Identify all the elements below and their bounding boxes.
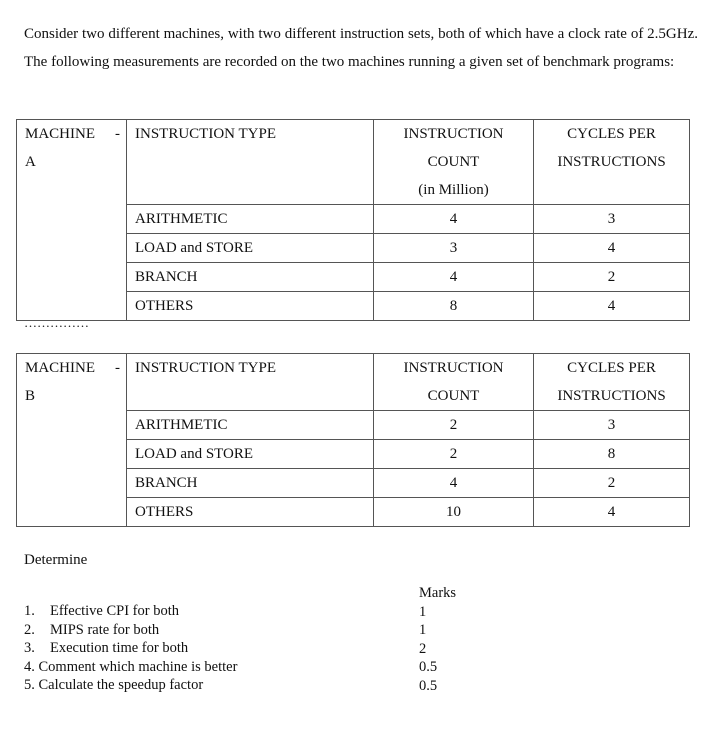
question-item bbox=[24, 676, 237, 695]
cycles-cell: 3 bbox=[534, 205, 690, 234]
machine-a-label-cell bbox=[17, 120, 127, 321]
cycles-cell: 4 bbox=[534, 498, 690, 527]
machine-b-type-header: INSTRUCTION TYPE bbox=[127, 354, 374, 411]
instruction-count-cell: 4 bbox=[374, 263, 534, 292]
machine-a-count-header: INSTRUCTION COUNT (in Million) bbox=[374, 120, 534, 205]
mark-value: 2 bbox=[419, 640, 427, 657]
question-text: Comment which machine is better bbox=[38, 658, 238, 675]
instruction-count-cell: 10 bbox=[374, 498, 534, 527]
machine-b-table bbox=[16, 353, 690, 527]
question-item bbox=[24, 602, 237, 621]
instruction-count-cell: 4 bbox=[374, 205, 534, 234]
instruction-count-cell: 3 bbox=[374, 234, 534, 263]
instruction-count-cell: 2 bbox=[374, 440, 534, 469]
question-text: Effective CPI for both bbox=[50, 603, 179, 619]
machine-b-id: B bbox=[25, 388, 36, 404]
question-number: 2. bbox=[24, 621, 35, 638]
mark-value: 1 bbox=[419, 603, 427, 620]
determine-heading: Determine bbox=[24, 552, 88, 568]
cycles-cell: 2 bbox=[534, 263, 690, 292]
instruction-type-cell: OTHERS bbox=[127, 292, 374, 321]
instruction-count-cell: 2 bbox=[374, 411, 534, 440]
mark-value: 0.5 bbox=[419, 659, 438, 675]
cycles-cell: 4 bbox=[534, 292, 690, 321]
instruction-count-cell: 8 bbox=[374, 292, 534, 321]
machine-b-cycles-header: CYCLES PER INSTRUCTIONS bbox=[534, 354, 690, 411]
machine-a-type-header: INSTRUCTION TYPE bbox=[127, 120, 374, 205]
instruction-type-cell: ARITHMETIC bbox=[127, 411, 374, 440]
mark-value: 1 bbox=[419, 622, 427, 638]
machine-a-cycles-header: CYCLES PER INSTRUCTIONS bbox=[534, 120, 690, 205]
cycles-cell: 8 bbox=[534, 440, 690, 469]
cycles-cell: 3 bbox=[534, 411, 690, 440]
machine-a-label: MACHINE bbox=[25, 126, 95, 142]
question-text: MIPS rate for both bbox=[50, 621, 160, 638]
question-item bbox=[24, 658, 237, 677]
instruction-type-cell: LOAD and STORE bbox=[127, 234, 374, 263]
instruction-type-cell: OTHERS bbox=[127, 498, 374, 527]
question-number: 1. bbox=[24, 603, 35, 619]
machine-a-header-row bbox=[17, 120, 690, 205]
cycles-cell: 4 bbox=[534, 234, 690, 263]
question-item bbox=[24, 621, 237, 640]
marks-header: Marks bbox=[419, 585, 457, 601]
question-item bbox=[24, 639, 237, 658]
machine-b-label-cell bbox=[17, 354, 127, 527]
marks-column bbox=[419, 584, 456, 695]
machine-b-count-header: INSTRUCTION COUNT bbox=[374, 354, 534, 411]
question-number: 5. bbox=[24, 677, 35, 693]
question-number: 4. bbox=[24, 658, 35, 675]
instruction-type-cell: BRANCH bbox=[127, 469, 374, 498]
mark-value: 0.5 bbox=[419, 677, 438, 694]
questions-list bbox=[24, 602, 237, 695]
instruction-type-cell: BRANCH bbox=[127, 263, 374, 292]
separator-dots: …………… bbox=[24, 315, 89, 330]
machine-b-header-row bbox=[17, 354, 690, 411]
instruction-type-cell: ARITHMETIC bbox=[127, 205, 374, 234]
cycles-cell: 2 bbox=[534, 469, 690, 498]
machine-a-table bbox=[16, 119, 690, 321]
machine-b-label: MACHINE bbox=[25, 360, 95, 376]
machine-a-dash: - bbox=[115, 126, 120, 142]
question-text: Calculate the speedup factor bbox=[38, 677, 204, 693]
instruction-count-cell: 4 bbox=[374, 469, 534, 498]
question-number: 3. bbox=[24, 640, 35, 656]
intro-paragraph: Consider two different machines, with two different instruction sets, both of which have a clock rate of 2.5GHz. The following measurements are recorded on the two machines running a given set of benchmark programs: bbox=[24, 26, 698, 70]
instruction-type-cell: LOAD and STORE bbox=[127, 440, 374, 469]
machine-a-id: A bbox=[25, 154, 36, 170]
question-text: Execution time for both bbox=[50, 640, 189, 656]
machine-b-dash: - bbox=[115, 360, 120, 376]
